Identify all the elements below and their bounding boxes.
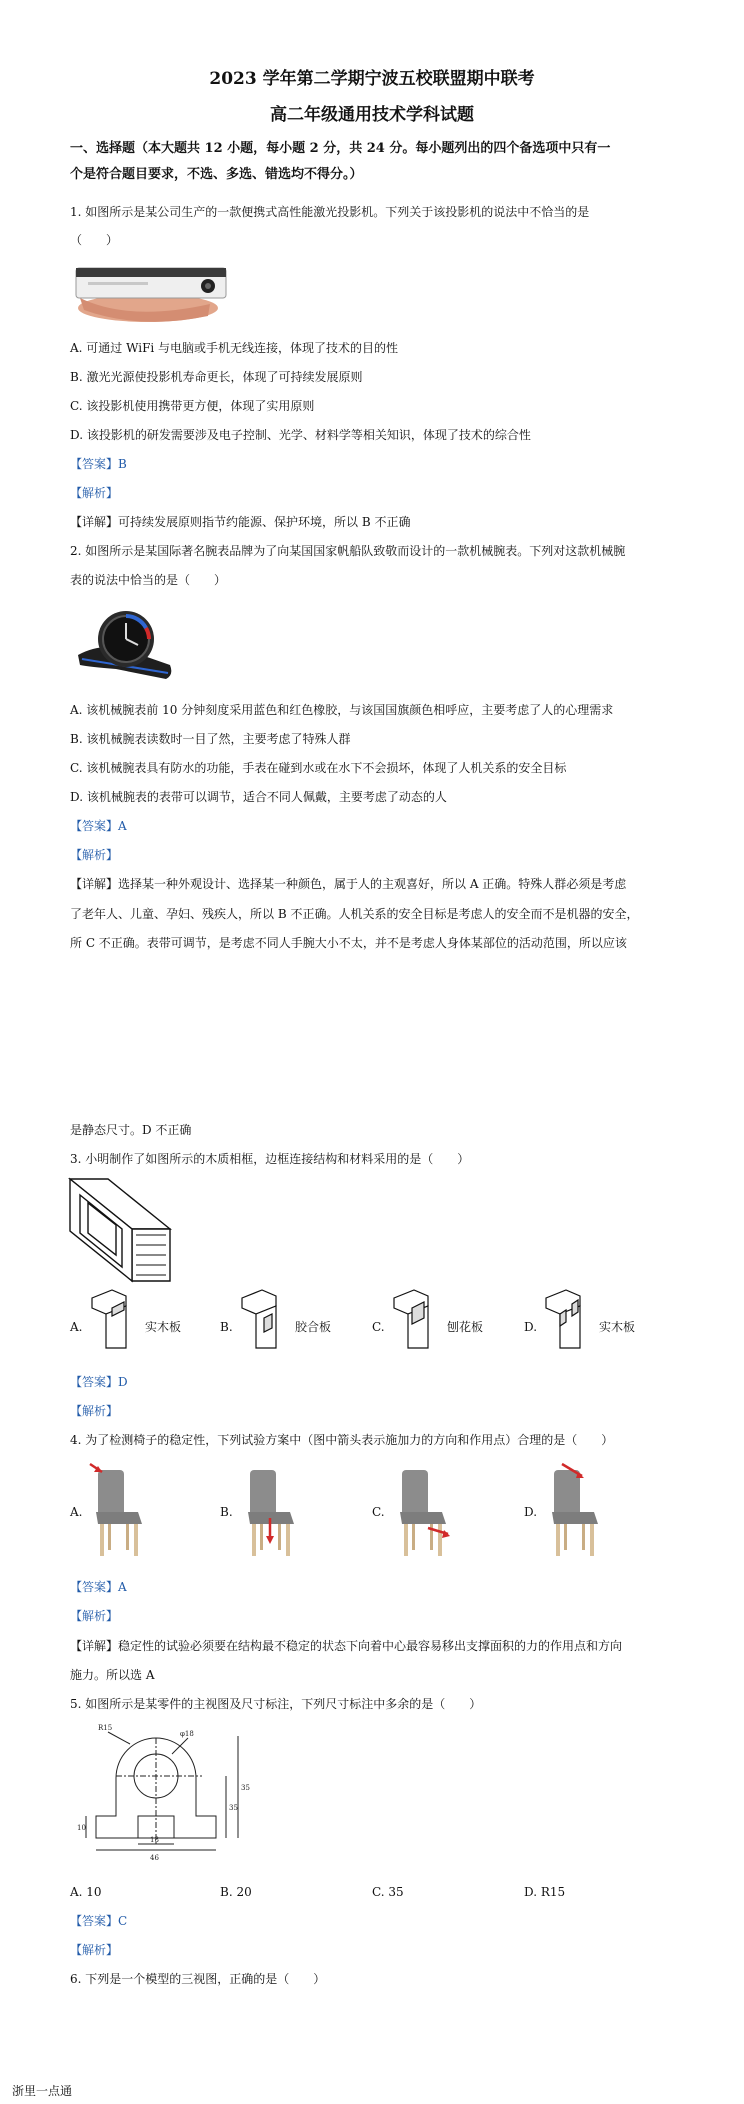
- q3-analysis-label: 【解析】: [70, 1404, 119, 1418]
- q5-option-b: B. 20: [220, 1885, 252, 1899]
- q4-option-c-letter: C.: [372, 1505, 385, 1519]
- q4-analysis-label: 【解析】: [70, 1609, 119, 1623]
- dim-35-inner: 35: [229, 1804, 238, 1812]
- q2-detail-line4: 是静态尺寸。D 不正确: [70, 1123, 192, 1137]
- q3-option-d-letter: D.: [524, 1320, 538, 1334]
- q2-detail-line3: 所 C 不正确。表带可调节，是考虑不同人手腕大小不太，并不是考虑人身体某部位的活动范围，所以应该: [70, 936, 627, 950]
- part-drawing: [76, 1718, 256, 1870]
- q1-option-b: B. 激光光源使投影机寿命更长，体现了可持续发展原则: [70, 370, 363, 384]
- q1-detail: 【详解】可持续发展原则指节约能源、保护环境，所以 B 不正确: [70, 515, 411, 529]
- q2-stem-line1: 2. 如图所示是某国际著名腕表品牌为了向某国国家帆船队致敬而设计的一款机械腕表。下列对这款机械腕: [70, 544, 626, 558]
- watch-image: [70, 603, 180, 685]
- projector-image: [70, 260, 230, 326]
- dim-46: 46: [150, 1854, 159, 1862]
- q4-option-d-letter: D.: [524, 1505, 538, 1519]
- joint-b-icon: [238, 1288, 292, 1350]
- q3-option-a-letter: A.: [70, 1320, 83, 1334]
- q4-answer: 【答案】A: [70, 1580, 127, 1594]
- footer-watermark: 浙里一点通: [12, 2084, 73, 2098]
- q2-analysis-label: 【解析】: [70, 848, 119, 862]
- q2-option-d: D. 该机械腕表的表带可以调节，适合不同人佩戴，主要考虑了动态的人: [70, 790, 447, 804]
- joint-a-icon: [88, 1288, 142, 1350]
- chair-d-image: [544, 1460, 606, 1560]
- q5-option-d: D. R15: [524, 1885, 566, 1899]
- q5-stem: 5. 如图所示是某零件的主视图及尺寸标注，下列尺寸标注中多余的是（ ）: [70, 1697, 482, 1711]
- q2-detail-line2: 了老年人、儿童、孕妇、残疾人，所以 B 不正确。人机关系的安全目标是考虑人的安全而不是机器的安全，: [70, 907, 639, 921]
- q4-detail-line1: 【详解】稳定性的试验必须要在结构最不稳定的状态下向着中心最容易移出支撑面积的力的作用点和方向: [70, 1639, 623, 1653]
- wooden-frame-image: [68, 1175, 172, 1285]
- q2-option-a: A. 该机械腕表前 10 分钟刻度采用蓝色和红色橡胶，与该国国旗颜色相呼应，主要考虑了人的心理需求: [70, 703, 614, 717]
- q1-answer: 【答案】B: [70, 457, 127, 471]
- joint-d-icon: [542, 1288, 596, 1350]
- q4-detail-line2: 施力。所以选 A: [70, 1668, 155, 1682]
- joint-c-icon: [390, 1288, 444, 1350]
- dim-10: 10: [77, 1824, 86, 1832]
- q1-option-a: A. 可通过 WiFi 与电脑或手机无线连接，体现了技术的目的性: [70, 341, 399, 355]
- dim-d18: φ18: [180, 1730, 194, 1738]
- dim-18: 18: [150, 1836, 159, 1844]
- exam-subtitle: 高二年级通用技术学科试题: [270, 105, 474, 125]
- q1-analysis-label: 【解析】: [70, 486, 119, 500]
- section-heading-line2: 个是符合题目要求，不选、多选、错选均不得分。）: [70, 167, 363, 182]
- q1-option-d: D. 该投影机的研发需要涉及电子控制、光学、材料学等相关知识，体现了技术的综合性: [70, 428, 531, 442]
- q3-stem: 3. 小明制作了如图所示的木质相框，边框连接结构和材料采用的是（ ）: [70, 1152, 470, 1166]
- q4-option-a-letter: A.: [70, 1505, 83, 1519]
- section-heading: [70, 136, 690, 188]
- q3-option-c-letter: C.: [372, 1320, 385, 1334]
- q5-option-c: C. 35: [372, 1885, 404, 1899]
- exam-title: 2023 学年第二学期宁波五校联盟期中联考: [209, 69, 535, 89]
- q6-stem: 6. 下列是一个模型的三视图，正确的是（ ）: [70, 1972, 326, 1986]
- q2-answer: 【答案】A: [70, 819, 127, 833]
- q3-option-d-material: 实木板: [599, 1320, 636, 1334]
- section-heading-line1: 一、选择题（本大题共 12 小题，每小题 2 分，共 24 分。每小题列出的四个备选项中只有一: [70, 141, 611, 156]
- dim-r15: R15: [98, 1724, 113, 1732]
- chair-a-image: [88, 1460, 150, 1560]
- q5-answer: 【答案】C: [70, 1914, 128, 1928]
- q3-option-a-material: 实木板: [145, 1320, 182, 1334]
- chair-b-image: [240, 1460, 302, 1560]
- q3-option-b-letter: B.: [220, 1320, 233, 1334]
- q1-option-c: C. 该投影机使用携带更方便，体现了实用原则: [70, 399, 315, 413]
- q3-option-b-material: 胶合板: [295, 1320, 332, 1334]
- q4-option-b-letter: B.: [220, 1505, 233, 1519]
- chair-c-image: [392, 1460, 454, 1560]
- q2-option-c: C. 该机械腕表具有防水的功能，手表在碰到水或在水下不会损坏，体现了人机关系的安全目标: [70, 761, 567, 775]
- q2-detail-line1: 【详解】选择某一种外观设计、选择某一种颜色，属于人的主观喜好，所以 A 正确。特殊人群必须是考虑: [70, 877, 627, 891]
- q2-option-b: B. 该机械腕表读数时一目了然，主要考虑了特殊人群: [70, 732, 351, 746]
- q5-option-a: A. 10: [70, 1885, 102, 1899]
- dim-35-outer: 35: [241, 1784, 250, 1792]
- q5-analysis-label: 【解析】: [70, 1943, 119, 1957]
- q1-stem-line1: 1. 如图所示是某公司生产的一款便携式高性能激光投影机。下列关于该投影机的说法中不恰当的是: [70, 205, 590, 219]
- q1-stem-line2: （ ）: [70, 233, 119, 247]
- q3-answer: 【答案】D: [70, 1375, 128, 1389]
- q4-stem: 4. 为了检测椅子的稳定性，下列试验方案中（图中箭头表示施加力的方向和作用点）合理的是（ ）: [70, 1433, 614, 1447]
- q3-option-c-material: 刨花板: [447, 1320, 484, 1334]
- q2-stem-line2: 表的说法中恰当的是（ ）: [70, 573, 227, 587]
